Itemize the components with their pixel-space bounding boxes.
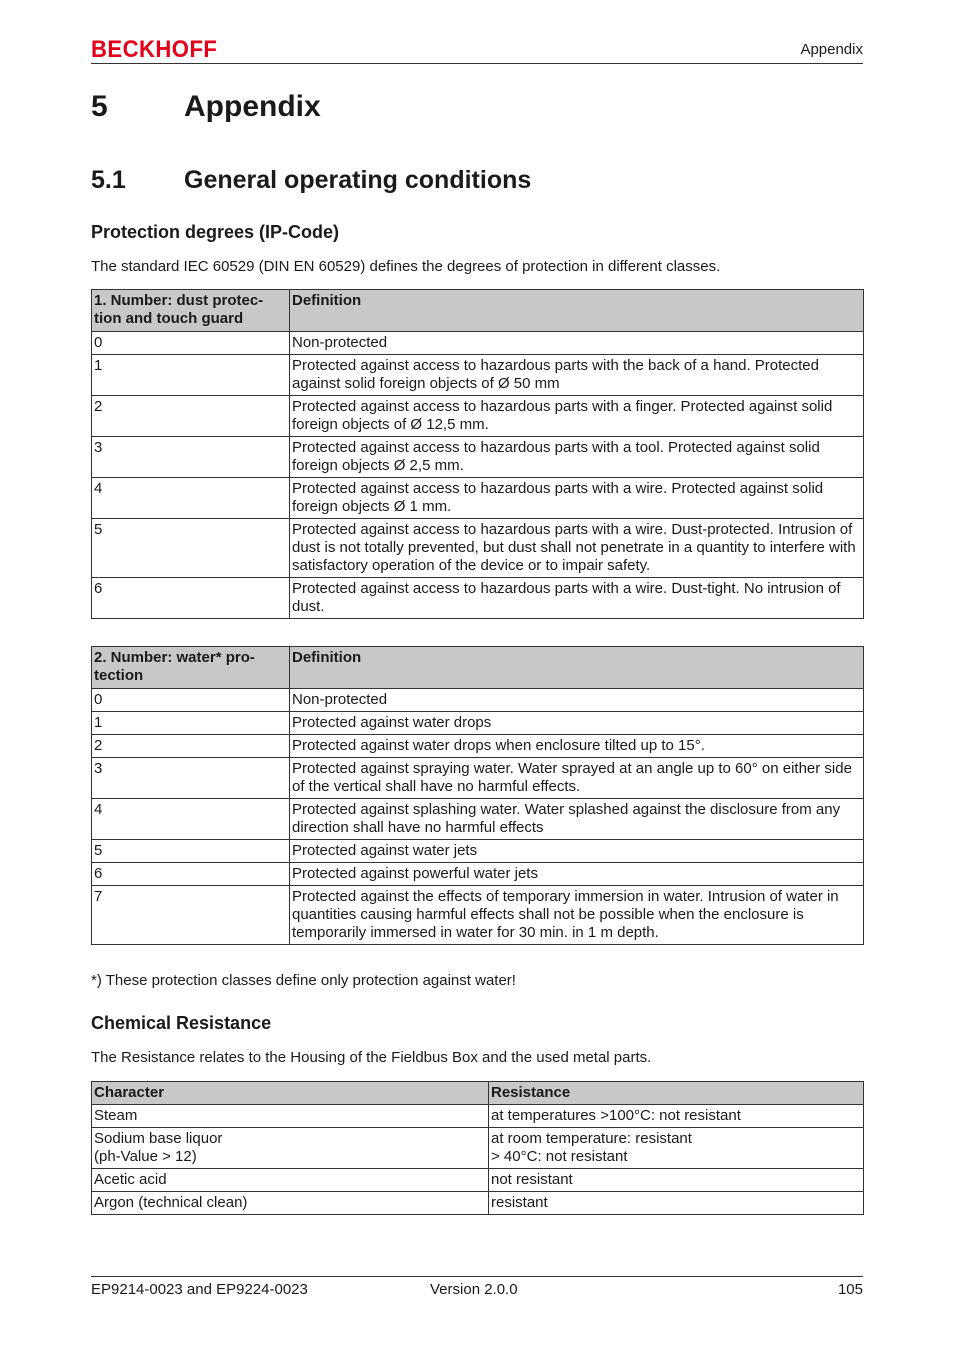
table-cell: Protected against access to hazardous parts with a tool. Protected against solid foreign objects Ø 2,5 mm. (290, 437, 864, 478)
section-number: 5.1 (91, 166, 126, 194)
table-cell: at temperatures >100°C: not resistant (489, 1105, 864, 1128)
table-cell: resistant (489, 1192, 864, 1215)
header-divider (91, 63, 863, 64)
table-cell: 3 (92, 437, 290, 478)
table-row (92, 396, 864, 437)
table-cell: 3 (92, 758, 290, 799)
table-cell: 4 (92, 478, 290, 519)
table-row (92, 478, 864, 519)
table-header-row (92, 647, 864, 689)
protection-heading: Protection degrees (IP-Code) (91, 222, 340, 242)
table-row (92, 712, 864, 735)
table-cell: Steam (92, 1105, 489, 1128)
table-cell: Acetic acid (92, 1169, 489, 1192)
table-row (92, 355, 864, 396)
table-cell: Protected against water jets (290, 840, 864, 863)
table-row (92, 519, 864, 578)
table-cell: Protected against the effects of temporary immersion in water. Intrusion of water in quantities causing harmful effects shall not be possible when the enclosure is temporarily immersed in water for 30 min. in 1 m depth. (290, 886, 864, 945)
protection-intro: The standard IEC 60529 (DIN EN 60529) defines the degrees of protection in different classes. (91, 258, 721, 275)
chapter-heading (91, 90, 321, 124)
table-cell: Protected against water drops (290, 712, 864, 735)
table-header-cell: Definition (290, 647, 864, 689)
table-cell: Protected against splashing water. Water splashed against the disclosure from any direction shall have no harmful effects (290, 799, 864, 840)
table-cell: 5 (92, 519, 290, 578)
water-protection-table (91, 646, 864, 945)
chemical-resistance-table (91, 1081, 864, 1215)
beckhoff-logo: BECKHOFF (91, 36, 218, 63)
table-header-row (92, 1082, 864, 1105)
table-cell: 1 (92, 712, 290, 735)
table-header-cell: Definition (290, 290, 864, 332)
table-header-cell: Resistance (489, 1082, 864, 1105)
table-row (92, 437, 864, 478)
table-cell: Sodium base liquor (ph-Value > 12) (92, 1128, 489, 1169)
table-header-cell: 1. Number: dust protec-tion and touch guard (92, 290, 290, 332)
table-row (92, 332, 864, 355)
table-cell: 0 (92, 332, 290, 355)
table-cell: not resistant (489, 1169, 864, 1192)
table-row (92, 1105, 864, 1128)
chemical-heading: Chemical Resistance (91, 1013, 272, 1033)
table-cell: 6 (92, 578, 290, 619)
table-cell: Protected against water drops when enclosure tilted up to 15°. (290, 735, 864, 758)
table-row (92, 758, 864, 799)
table-row (92, 1128, 864, 1169)
table-row (92, 689, 864, 712)
table-row (92, 1192, 864, 1215)
table-cell: Argon (technical clean) (92, 1192, 489, 1215)
header-section-label: Appendix (800, 41, 863, 58)
table-cell: 7 (92, 886, 290, 945)
section-title: General operating conditions (184, 166, 532, 194)
table-row (92, 799, 864, 840)
table-row (92, 1169, 864, 1192)
table-cell: 2 (92, 735, 290, 758)
table-cell: at room temperature: resistant > 40°C: not resistant (489, 1128, 864, 1169)
table-header-cell: Character (92, 1082, 489, 1105)
table-cell: 4 (92, 799, 290, 840)
chapter-number: 5 (91, 90, 108, 123)
table-cell: 1 (92, 355, 290, 396)
table-cell: Protected against spraying water. Water sprayed at an angle up to 60° on either side of the vertical shall have no harmful effects. (290, 758, 864, 799)
footer-product: EP9214-0023 and EP9224-0023 (91, 1281, 308, 1298)
dust-protection-table (91, 289, 864, 619)
table-cell: Protected against access to hazardous parts with a wire. Dust-protected. Intrusion of dust is not totally prevented, but dust shall not penetrate in a quantity to interfere with satisfactory operation of the device or to impair safety. (290, 519, 864, 578)
table-cell: 6 (92, 863, 290, 886)
table-header-row (92, 290, 864, 332)
table-cell: 2 (92, 396, 290, 437)
chemical-intro: The Resistance relates to the Housing of the Fieldbus Box and the used metal parts. (91, 1049, 652, 1066)
footer-page-number: 105 (837, 1281, 863, 1298)
table-cell: Protected against access to hazardous parts with a finger. Protected against solid foreign objects of Ø 12,5 mm. (290, 396, 864, 437)
table-cell: 0 (92, 689, 290, 712)
table-row (92, 578, 864, 619)
table-row (92, 840, 864, 863)
table-row (92, 886, 864, 945)
table-row (92, 863, 864, 886)
table-row (92, 735, 864, 758)
table-cell: Non-protected (290, 689, 864, 712)
table-header-cell: 2. Number: water* pro-tection (92, 647, 290, 689)
section-heading (91, 166, 531, 195)
table-cell: 5 (92, 840, 290, 863)
water-footnote: *) These protection classes define only protection against water! (91, 972, 516, 989)
table-cell: Protected against access to hazardous parts with a wire. Protected against solid foreign objects Ø 1 mm. (290, 478, 864, 519)
footer-divider (91, 1276, 863, 1277)
table-cell: Protected against powerful water jets (290, 863, 864, 886)
table-cell: Protected against access to hazardous parts with the back of a hand. Protected against solid foreign objects of Ø 50 mm (290, 355, 864, 396)
table-cell: Non-protected (290, 332, 864, 355)
table-cell: Protected against access to hazardous parts with a wire. Dust-tight. No intrusion of dust. (290, 578, 864, 619)
chapter-title: Appendix (184, 90, 321, 123)
footer-version: Version 2.0.0 (430, 1281, 518, 1298)
